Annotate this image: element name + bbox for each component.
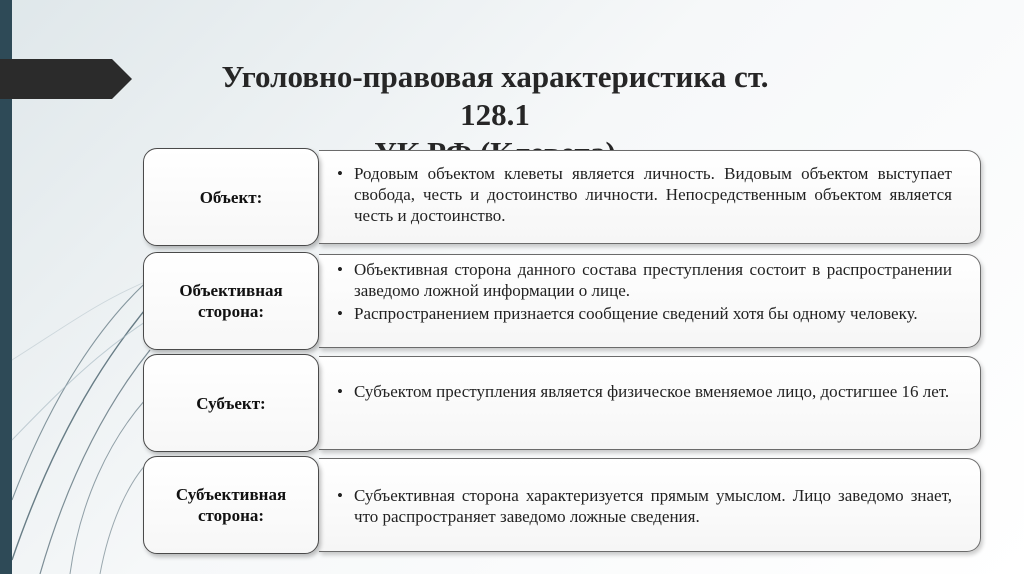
row-content-subjective-side: [319, 458, 981, 552]
row-label-subjective-side: Субъективная сторона:: [143, 456, 319, 554]
bullet-text: • Распространением признается сообщение сведений хотя бы одному человеку.: [337, 303, 952, 324]
bullet-text: • Объективная сторона данного состава преступления состоит в распространении заведомо ложной информации о лице.: [337, 259, 952, 301]
row-content-objective-side: [319, 254, 981, 348]
row-content-subject: [319, 356, 981, 450]
bullet-text: • Субъективная сторона характеризуется прямым умыслом. Лицо заведомо знает, что распространяет заведомо ложные сведения.: [337, 485, 952, 527]
slide-tab-marker: [0, 59, 132, 99]
row-label-subject: Субъект:: [143, 354, 319, 452]
title-line-1: Уголовно-правовая характеристика ст. 128.1: [221, 59, 769, 132]
bullet-text: • Субъектом преступления является физическое вменяемое лицо, достигшее 16 лет.: [337, 381, 952, 402]
row-label-object: Объект:: [143, 148, 319, 246]
row-content-object: [319, 150, 981, 244]
row-label-objective-side: Объективная сторона:: [143, 252, 319, 350]
bullet-text: • Родовым объектом клеветы является личность. Видовым объектом выступает свобода, честь и достоинство личности. Непосредственным объектом является честь и достоинство.: [337, 163, 952, 226]
